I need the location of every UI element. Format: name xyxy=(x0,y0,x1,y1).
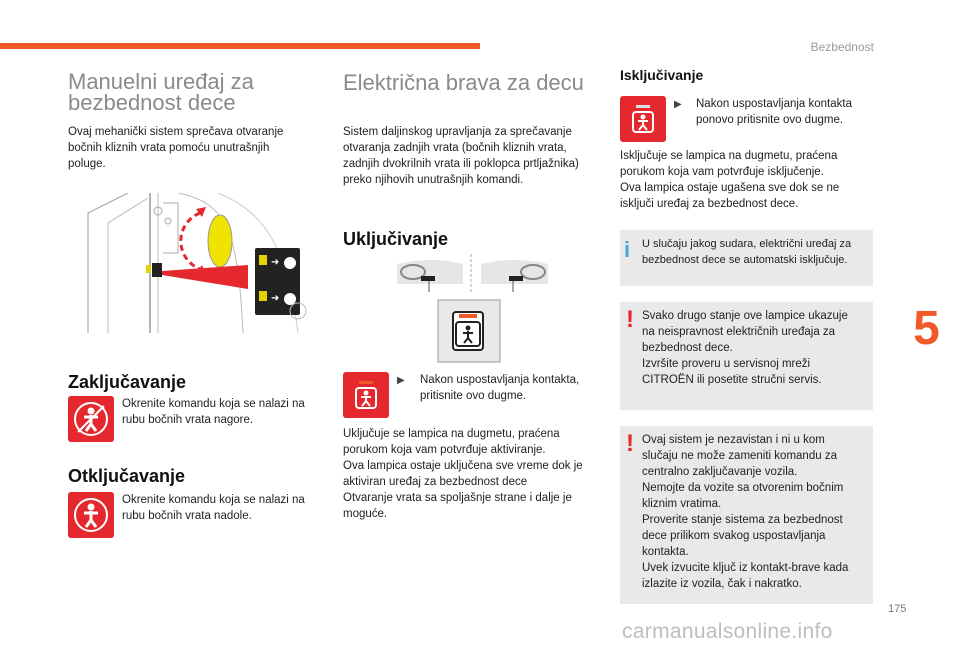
header-accent-bar xyxy=(0,43,480,49)
warning-box-1-text: Svako drugo stanje ove lampice ukazuje na neispravnost električnih uređaja za bezbednost dece. Izvršite proveru u servisnoj mreži CITROËN ili posetite stručni servis. xyxy=(642,310,848,386)
warning-icon: ! xyxy=(626,430,634,457)
bullet-arrow-icon: ▶ xyxy=(397,375,405,386)
deactivation-bullet: Nakon uspostavljanja kontakta ponovo pritisnite ovo dugme. xyxy=(696,98,852,126)
manual-title-line1: Manuelni uređaj za xyxy=(68,69,254,94)
electric-lock-title: Električna brava za decu xyxy=(343,70,584,95)
child-lock-icon xyxy=(68,396,114,442)
lock-title: Zaključavanje xyxy=(68,372,187,392)
activation-text: Uključuje se lampica na dugmetu, praćena porukom koja vam potvrđuje aktiviranje. Ova lampica ostaje uključena sve vreme dok je aktiviran uređaj za bezbednost dece Otvaranje vrata sa spoljašnje strane i dalje je moguće. xyxy=(343,428,583,520)
dashboard-button-illustration xyxy=(393,254,552,364)
warning-box-1 xyxy=(620,302,873,410)
warning-box-2-text: Ovaj sistem je nezavistan i ni u kom slučaju ne može zameniti komandu za centralno zaključavanje vozila. Nemojte da vozite sa otvorenim bočnim kliznim vratima. Proverite stanje sistema za bezbednost dece prilikom svakog uspostavljanja kontakta. Uvek izvucite ključ iz kontakt-brave kada izlazite iz vozila, čak i nakratko. xyxy=(642,434,849,590)
info-icon: i xyxy=(624,237,631,262)
child-unlock-icon xyxy=(68,492,114,538)
electric-intro: Sistem daljinskog upravljanja za sprečavanje otvaranja zadnjih vrata (bočnih kliznih vrata, zadnjih dvokrilnih vrata ili poklopca prtljažnika) preko njihovih unutrašnjih komandi. xyxy=(343,126,579,186)
info-box xyxy=(620,230,873,286)
door-lock-illustration xyxy=(68,193,317,333)
deactivation-title: Isključivanje xyxy=(620,67,704,83)
electric-unlock-button-icon xyxy=(620,96,666,142)
lock-text: Okrenite komandu koja se nalazi na rubu bočnih vrata nagore. xyxy=(122,398,305,426)
activation-title: Uključivanje xyxy=(343,229,449,249)
manual-intro: Ovaj mehanički sistem sprečava otvaranje bočnih kliznih vrata pomoću unutrašnjih poluge. xyxy=(68,126,284,170)
unlock-text: Okrenite komandu koja se nalazi na rubu bočnih vrata nadole. xyxy=(122,494,305,522)
manual-title-line2: bezbednost dece xyxy=(68,90,236,115)
page-number: 175 xyxy=(888,603,907,615)
section-label: Bezbednost xyxy=(810,40,874,54)
warning-box-2 xyxy=(620,426,873,604)
unlock-title: Otključavanje xyxy=(68,466,186,486)
svg-text:➜: ➜ xyxy=(271,257,280,268)
electric-lock-button-icon xyxy=(343,372,389,418)
bullet-arrow-icon: ▶ xyxy=(674,99,682,110)
activation-bullet: Nakon uspostavljanja kontakta, pritisnite ovo dugme. xyxy=(420,374,580,402)
info-box-text: U slučaju jakog sudara, električni uređaj za bezbednost dece se automatski isključuje. xyxy=(642,238,852,266)
deactivation-text: Isključuje se lampica na dugmetu, praćena porukom koja vam potvrđuje isključenje. Ova lampica ostaje ugašena sve dok se ne isključi uređaj za bezbednost dece. xyxy=(620,150,840,210)
warning-icon: ! xyxy=(626,306,634,333)
chapter-tab: 5 xyxy=(893,296,960,362)
watermark: carmanualsonline.info xyxy=(622,620,833,643)
svg-text:➜: ➜ xyxy=(271,293,280,304)
